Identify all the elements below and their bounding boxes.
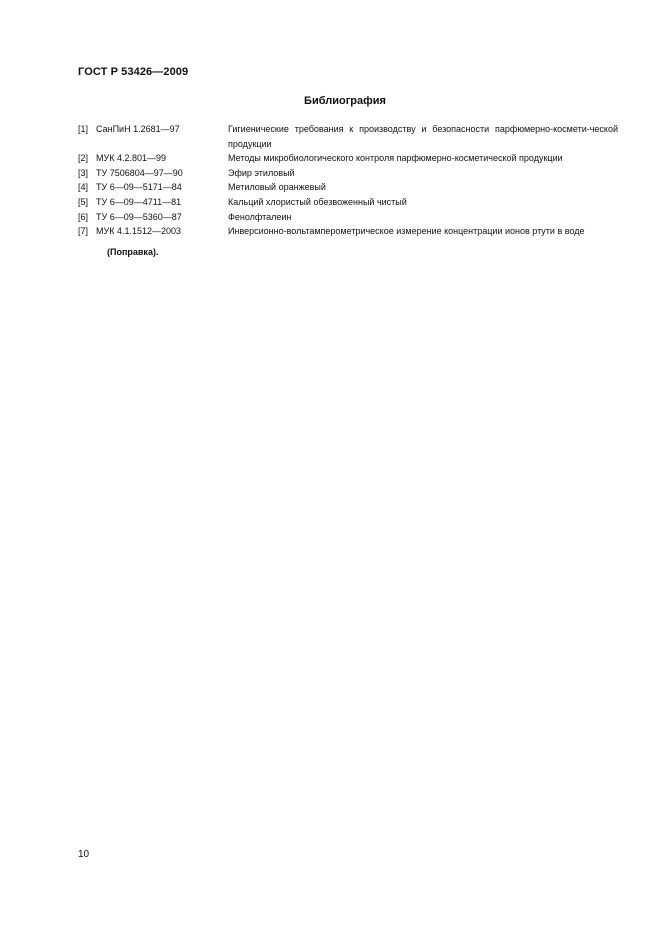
entry-title: Кальций хлористый обезвоженный чистый: [228, 196, 407, 207]
bibliography-entry: [78, 224, 618, 239]
entry-code: ТУ 6—09—4711—81: [96, 196, 182, 207]
entry-title: Гигиенические требования к производству и безопасности парфюмерно-космети-ческой продукции: [228, 124, 618, 149]
entry-number: [5]: [78, 196, 89, 207]
bibliography-entry: [78, 180, 618, 195]
document-header: ГОСТ Р 53426—2009: [78, 66, 189, 78]
entry-number: [3]: [78, 167, 89, 178]
entry-number: [4]: [78, 182, 89, 193]
entry-number: [7]: [78, 226, 89, 237]
entry-code: ТУ 7506804—97—90: [96, 167, 183, 178]
section-title: Библиография: [304, 95, 386, 107]
entry-title: Инверсионно-вольтамперометрическое измерение концентрации ионов ртути в воде: [228, 226, 585, 237]
bibliography-entry: [78, 151, 618, 166]
bibliography-entry: [78, 122, 618, 151]
entry-code: МУК 4.2.801—99: [96, 153, 166, 164]
bibliography-entry: [78, 166, 618, 181]
amendment-note: (Поправка).: [107, 247, 159, 257]
entry-number: [2]: [78, 153, 89, 164]
entry-title: Метиловый оранжевый: [228, 182, 326, 193]
bibliography-list: [78, 122, 618, 239]
entry-code: ТУ 6—09—5171—84: [96, 182, 182, 193]
bibliography-entry: [78, 195, 618, 210]
entry-code: МУК 4.1.1512—2003: [96, 226, 182, 237]
entry-code: СанПиН 1.2681—97: [96, 124, 180, 134]
entry-code: ТУ 6—09—5360—87: [96, 211, 182, 222]
entry-title: Фенолфталеин: [228, 211, 292, 222]
entry-number: [1]: [78, 124, 89, 134]
entry-number: [6]: [78, 211, 89, 222]
page-number: 10: [78, 849, 90, 860]
bibliography-entry: [78, 210, 618, 225]
entry-title: Эфир этиловый: [228, 167, 295, 178]
entry-title: Методы микробиологического контроля парфюмерно-косметической продукции: [228, 153, 563, 164]
